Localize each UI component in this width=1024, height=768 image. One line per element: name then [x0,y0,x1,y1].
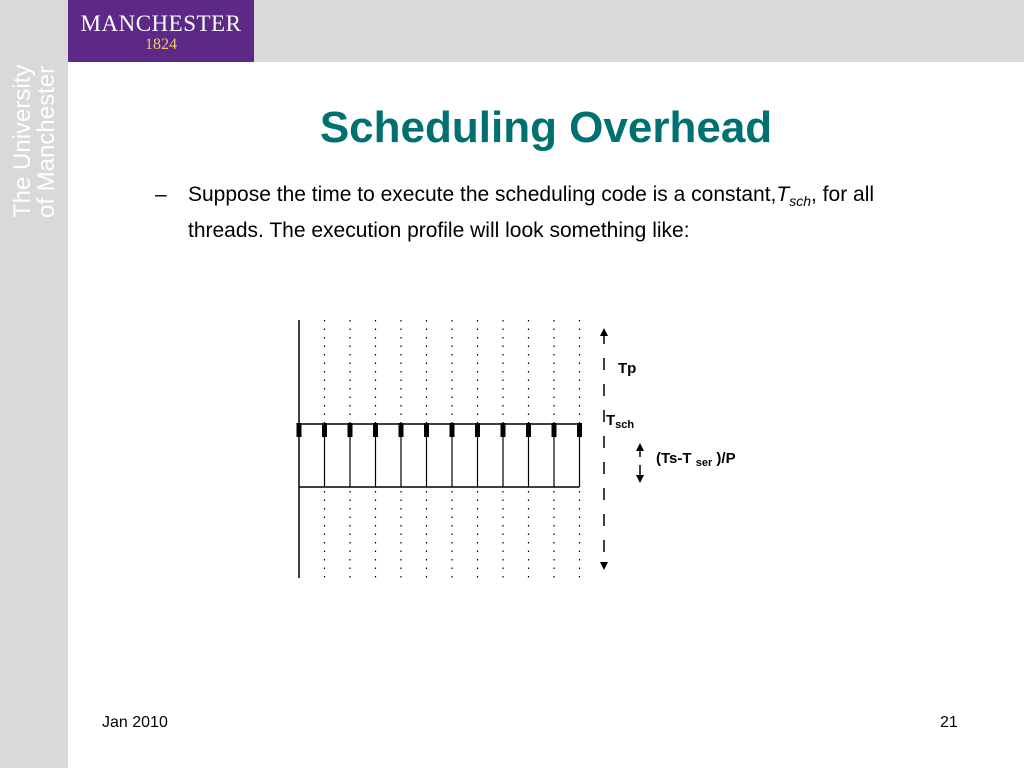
scheduling-tick [577,423,582,437]
bullet-symbol: $T_{sch}$ [776,183,812,210]
scheduling-tick [424,423,429,437]
scheduling-tick [297,423,302,437]
scheduling-tick [348,423,353,437]
scheduling-tick [373,423,378,437]
label-tp: Tp [618,360,637,377]
label-tsch-sub: sch [615,419,635,431]
logo-name: MANCHESTER [80,11,242,36]
page-number: 21 [940,714,958,731]
scheduling-tick [501,423,506,437]
scheduling-tick [552,423,557,437]
slide-title: Scheduling Overhead [319,103,773,152]
logo-year: 1824 [145,36,177,53]
wordmark-line-2: of Manchester [33,65,60,218]
label-tsch: $T_{sch}$ [606,412,635,431]
footer-date: Jan 2010 [102,714,168,731]
bullet-dash: – [155,183,167,206]
bullet-text-after: , for all threads. The execution profile will look something like: [188,183,875,243]
label-parallel-sub: ser [695,457,713,469]
scheduling-tick [322,423,327,437]
scheduling-tick [450,423,455,437]
bullet-text-before: Suppose the time to execute the scheduling code is a constant, [188,183,777,206]
bullet-symbol-sub: sch [789,193,812,210]
scheduling-tick [526,423,531,437]
scheduling-tick [475,423,480,437]
wordmark-line-1: The University [9,64,36,218]
label-parallel-time: (Ts-T $_{ser}$ )/P [656,450,736,469]
scheduling-tick [399,423,404,437]
